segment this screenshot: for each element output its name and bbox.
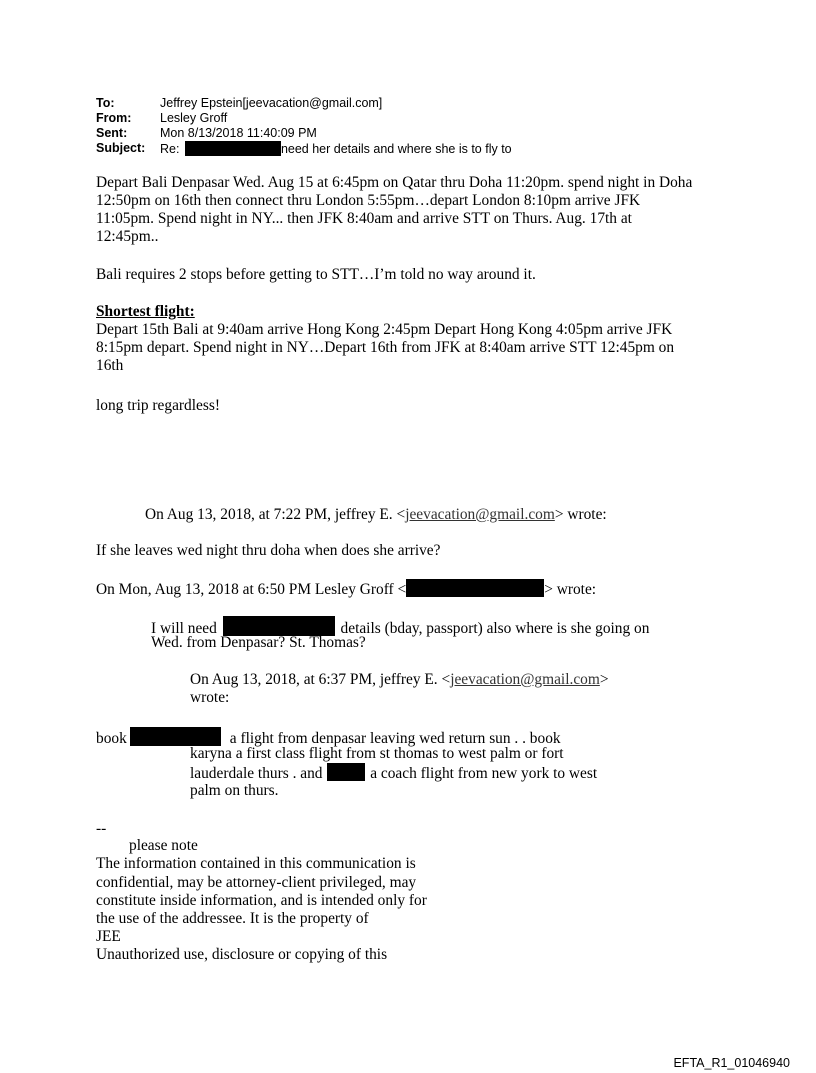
sent-value: Mon 8/13/2018 11:40:09 PM bbox=[160, 126, 317, 140]
text-fragment: a flight from denpasar leaving wed return sun . . book bbox=[229, 730, 561, 747]
text-line: The information contained in this communication is bbox=[96, 855, 416, 872]
text-line: 11:05pm. Spend night in NY... then JFK 8:40am and arrive STT on Thurs. Aug. 17th at bbox=[96, 210, 632, 227]
text-line: Wed. from Denpasar? St. Thomas? bbox=[151, 634, 366, 651]
redaction-bar bbox=[327, 763, 365, 781]
redaction-bar bbox=[185, 141, 281, 156]
attribution-prefix: On Aug 13, 2018, at 7:22 PM, jeffrey E. < bbox=[145, 506, 406, 523]
text-fragment: a coach flight from new york to west bbox=[370, 765, 598, 782]
quote-1-body: If she leaves wed night thru doha when does she arrive? bbox=[96, 542, 441, 559]
subject-rest: need her details and where she is to fly to bbox=[280, 142, 512, 156]
body-paragraph-2: Bali requires 2 stops before getting to STT…I’m told no way around it. bbox=[96, 266, 536, 283]
attribution-suffix: > bbox=[599, 671, 609, 688]
text-line: wrote: bbox=[190, 689, 230, 706]
text-line: Unauthorized use, disclosure or copying of this bbox=[96, 946, 388, 963]
from-label: From: bbox=[96, 111, 132, 125]
to-value: Jeffrey Epstein[jeevacation@gmail.com] bbox=[160, 96, 383, 110]
text-line: JEE bbox=[96, 928, 121, 945]
quote-attribution-2 bbox=[96, 579, 596, 599]
subject-label: Subject: bbox=[96, 141, 146, 155]
email-link[interactable]: jeevacation@gmail.com bbox=[405, 506, 555, 523]
text-line: the use of the addressee. It is the property of bbox=[96, 910, 369, 927]
signature-note: please note bbox=[129, 837, 198, 854]
text-line bbox=[190, 671, 609, 689]
text-line: 8:15pm depart. Spend night in NY…Depart 16th from JFK at 8:40am arrive STT 12:45pm on bbox=[96, 339, 675, 356]
text-line: palm on thurs. bbox=[190, 782, 279, 799]
shortest-flight-heading: Shortest flight: bbox=[96, 303, 195, 320]
email-header bbox=[96, 96, 616, 158]
text-line: confidential, may be attorney-client privileged, may bbox=[96, 874, 417, 891]
text-line: 16th bbox=[96, 357, 124, 374]
text-fragment: book bbox=[96, 730, 127, 747]
text-line: Depart Bali Denpasar Wed. Aug 15 at 6:45pm on Qatar thru Doha 11:20pm. spend night in Doha bbox=[96, 174, 693, 191]
quote-attribution-1 bbox=[145, 506, 607, 524]
redaction-bar bbox=[130, 727, 221, 746]
text-fragment: I will need bbox=[151, 620, 217, 637]
text-line: constitute inside information, and is intended only for bbox=[96, 892, 427, 909]
to-label: To: bbox=[96, 96, 115, 110]
attribution-prefix: On Mon, Aug 13, 2018 at 6:50 PM Lesley Groff < bbox=[96, 581, 407, 598]
text-line: karyna a first class flight from st thomas to west palm or fort bbox=[190, 745, 564, 762]
attribution-suffix: > wrote: bbox=[554, 506, 607, 523]
signature-dashes: -- bbox=[96, 820, 107, 837]
attribution-prefix: On Aug 13, 2018, at 6:37 PM, jeffrey E. < bbox=[190, 671, 451, 688]
text-line: 12:45pm.. bbox=[96, 228, 159, 245]
subject-prefix: Re: bbox=[160, 142, 180, 156]
body-paragraph-4: long trip regardless! bbox=[96, 397, 220, 414]
text-line: 12:50pm on 16th then connect thru London 5:55pm…depart London 8:10pm arrive JFK bbox=[96, 192, 641, 209]
text-line: Depart 15th Bali at 9:40am arrive Hong Kong 2:45pm Depart Hong Kong 4:05pm arrive JFK bbox=[96, 321, 673, 338]
sent-label: Sent: bbox=[96, 126, 128, 140]
from-value: Lesley Groff bbox=[160, 111, 228, 125]
redaction-bar bbox=[223, 616, 335, 636]
subject-value bbox=[160, 141, 512, 157]
attribution-suffix: > wrote: bbox=[544, 581, 597, 598]
document-id: EFTA_R1_01046940 bbox=[673, 1056, 790, 1070]
email-link[interactable]: jeevacation@gmail.com bbox=[450, 671, 600, 688]
text-line bbox=[190, 763, 597, 783]
redaction-bar bbox=[406, 579, 544, 597]
text-fragment: lauderdale thurs . and bbox=[190, 765, 323, 782]
text-fragment: details (bday, passport) also where is she going on bbox=[340, 620, 650, 637]
